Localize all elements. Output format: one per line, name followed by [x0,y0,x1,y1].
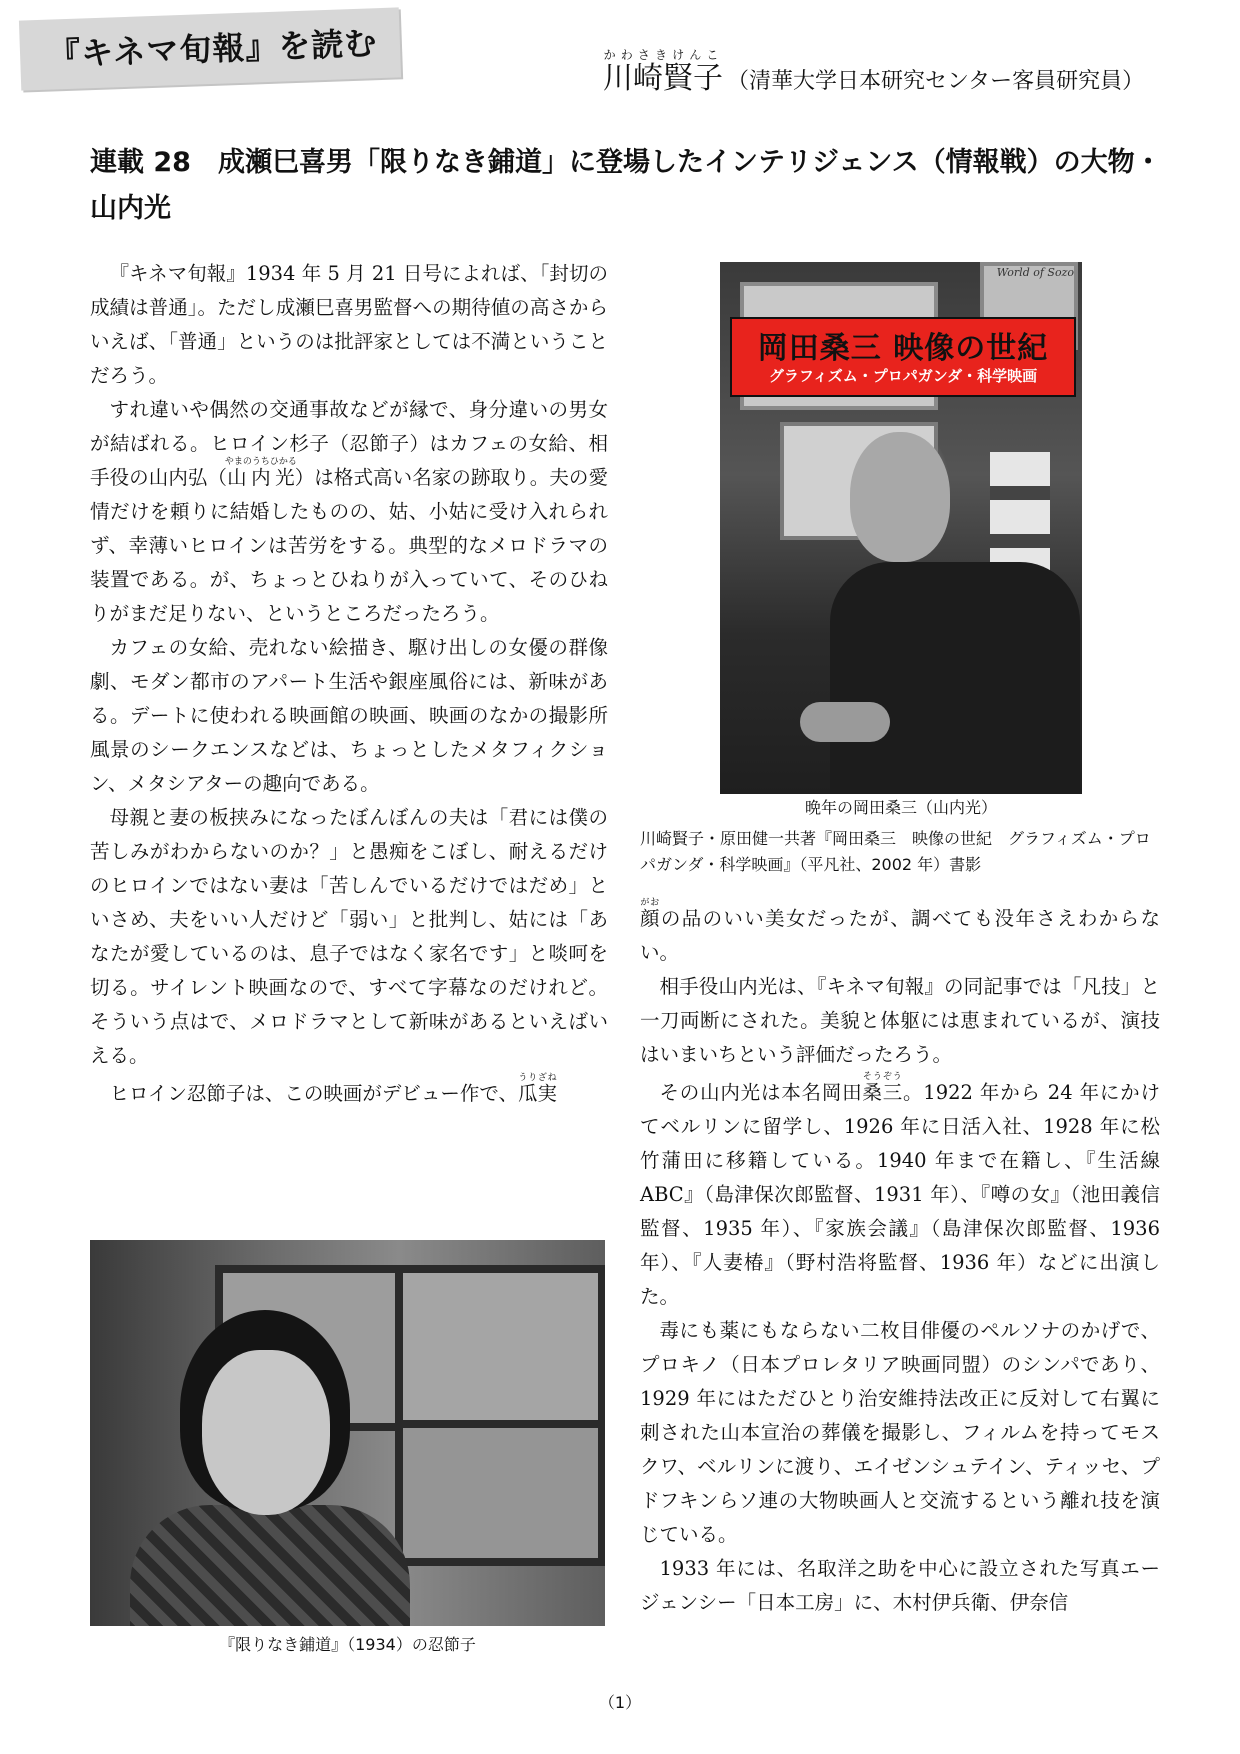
book-cover-title: 岡田桑三 映像の世紀 [757,331,1049,366]
paragraph-8: 毒にも薬にもならない二枚目俳優のペルソナのかげで、プロキノ（日本プロレタリア映画同盟）のシンパであり、1929 年にはただひとり治安維持法改正に反対して右翼に刺された山本宣治の葬儀を撮影し、フィルムを持ってモスクワ、ベルリンに渡り、エイゼンシュテイン、ティッセ、プドフキンらソ連の大物映画人と交流するという離れ技を演じている。 [640,1319,1160,1546]
author-name: 川崎賢子かわさきけんこ [603,48,723,96]
author-byline [603,48,1144,97]
book-cover-subtitle: グラフィズム・プロパガンダ・科学映画 [768,367,1038,385]
article-title: 連載 28 成瀬巳喜男「限りなき鋪道」に登場したインテリジェンス（情報戦）の大物・山内光 [90,147,1162,224]
paragraph-3: カフェの女給、売れない絵描き、駆け出しの女優の群像劇、モダン都市のアパート生活や銀座風俗には、新味がある。デートに使われる映画館の映画、映画のなかの撮影所風景のシークエンスなどは、ちょっとしたメタフィクション、メタシアターの趣向である。 [90,636,608,795]
body-column-left [90,257,608,1111]
page-number: （1） [598,1693,642,1712]
shinobu-photo-caption: 『限りなき鋪道』（1934）の忍節子 [219,1635,476,1654]
shinobu-setsuko-photo [90,1240,605,1626]
okada-sozo-photo [720,262,1082,794]
paragraph-5-start: ヒロイン忍節子は、この映画がデビュー作で、瓜実うりざね [109,1073,558,1105]
paragraph-7: その山内光は本名岡田桑三そうぞう。1922 年から 24 年にかけてベルリンに留学し、1926 年に日活入社、1928 年に松竹蒲田に移籍している。1940 年まで在籍し、『生活線 ABC』（島津保次郎監督、1931 年）、『噂の女』（池田義信監督、1935 年）、『家族会議』（島津保次郎監督、1936 年）、『人妻椿』（野村浩将監督、1936 年）などに出演した。 [640,1072,1160,1308]
series-tag [19,7,401,90]
paragraph-6: 相手役山内光は、『キネマ旬報』の同記事では「凡技」と一刀両断にされた。美貌と体躯には恵まれているが、演技はいまいちという評価だったろう。 [640,975,1160,1066]
paragraph-4: 母親と妻の板挟みになったぼんぼんの夫は「君には僕の苦しみがわからないのか？」と愚痴をこぼし、耐えるだけのヒロインではない妻は「苦しんでいるだけではだめ」といさめ、夫をいい人だけど「弱い」と批判し、姑には「あなたが愛しているのは、息子ではなく家名です」と啖呵を切る。サイレント映画なので、すべて字幕なのだけれど。そういう点はで、メロドラマとして新味があるといえばいえる。 [90,806,608,1067]
author-affiliation: （清華大学日本研究センター客員研究員） [727,69,1145,94]
paragraph-5-end: 顔がおの品のいい美女だったが、調べても没年さえわからない。 [640,898,1160,964]
series-tag-text: 『キネマ旬報』を読む [47,24,378,74]
book-cover-banner [730,317,1076,397]
paragraph-9: 1933 年には、名取洋之助を中心に設立された写真エージェンシー「日本工房」に、木村伊兵衛、伊奈信 [640,1557,1160,1614]
okada-photo-caption: 晩年の岡田桑三（山内光） [804,798,997,817]
cover-corner-text: World of Sozo [996,266,1074,279]
book-credit-caption: 川崎賢子・原田健一共著『岡田桑三 映像の世紀 グラフィズム・プロパガンダ・科学映画』（平凡社、2002 年）書影 [640,829,1151,874]
paragraph-1: 『キネマ旬報』1934 年 5 月 21 日号によれば、「封切の成績は普通」。ただし成瀬巳喜男監督への期待値の高さからいえば、「普通」というのは批評家としては不満ということだろう。 [90,262,608,387]
body-column-right [640,898,1160,1620]
paragraph-2: すれ違いや偶然の交通事故などが縁で、身分違いの男女が結ばれる。ヒロイン杉子（忍節子）はカフェの女給、相手役の山内弘（山内光やまのうちひかる）は格式高い名家の跡取り。夫の愛情だけを頼りに結婚したものの、姑、小姑に受け入れられず、幸薄いヒロインは苦労をする。典型的なメロドラマの装置である。が、ちょっとひねりが入っていて、そのひねりがまだ足りない、というところだったろう。 [90,398,608,625]
